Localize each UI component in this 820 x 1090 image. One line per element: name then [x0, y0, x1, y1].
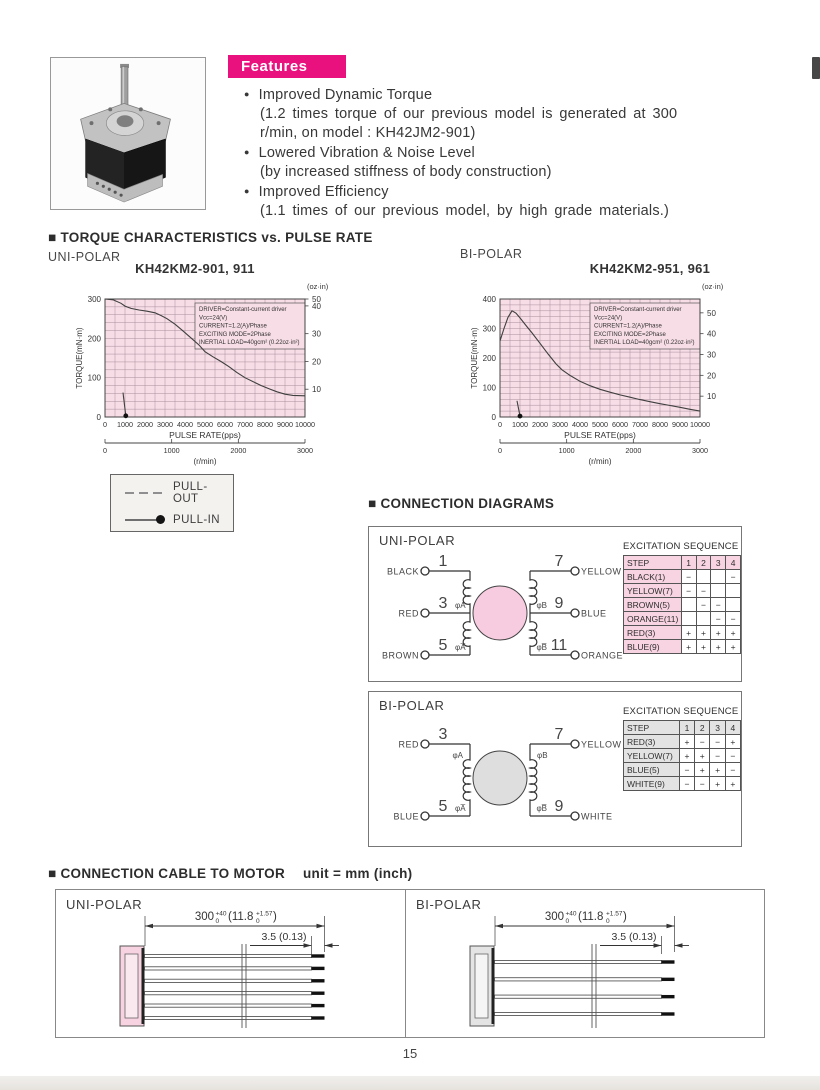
excitation-table-title: EXCITATION SEQUENCE — [623, 706, 739, 717]
y-tick-label: 200 — [87, 334, 101, 344]
features-header-label: Features — [241, 58, 308, 75]
y2-tick-label: 50 — [312, 295, 321, 304]
excitation-row — [624, 749, 741, 763]
wire-stripped-tip — [312, 1016, 325, 1019]
x-tick-label: 5000 — [197, 420, 213, 429]
y2-tick-label: 30 — [312, 329, 321, 339]
terminal-circle — [421, 740, 429, 748]
phase-label: φB̅ — [536, 804, 547, 813]
uni-polar-winding-diagram — [375, 555, 625, 679]
terminal-number: 9 — [554, 798, 564, 815]
excitation-header-cell: 1 — [679, 721, 694, 735]
wire-stripped-tip — [312, 1004, 325, 1007]
dim-mm-value: 300 — [194, 911, 214, 923]
excitation-step-cell: + — [681, 626, 696, 640]
excitation-wire-label: WHITE(9) — [624, 777, 680, 791]
terminal-number: 9 — [554, 595, 564, 612]
wire-stripped-tip — [662, 1012, 675, 1015]
feature-item-detail: (1.1 times of our previous model, by high grade materials.) — [260, 203, 670, 219]
wire-color-label: BLUE — [393, 811, 419, 822]
x-tick-label: 10000 — [690, 420, 710, 429]
excitation-step-cell: + — [679, 735, 694, 749]
x2-tick-label: 0 — [103, 446, 107, 455]
y2-tick-label: 20 — [312, 357, 321, 367]
bullet-icon: ● — [244, 147, 250, 157]
excitation-wire-label: ORANGE(11) — [624, 612, 682, 626]
y-tick-label: 0 — [491, 413, 496, 422]
excitation-table-grid — [623, 555, 741, 654]
terminal-circle — [571, 812, 579, 820]
wire-stripped-tip — [312, 954, 325, 957]
cable-connector-inner — [475, 954, 488, 1018]
x-tick-label: 7000 — [237, 420, 253, 429]
feature-item-title: ● Lowered Vibration & Noise Level — [244, 145, 475, 161]
rotor-circle — [473, 586, 527, 640]
bi-polar-panel-label: BI-POLAR — [379, 698, 445, 713]
x2-tick-label: 1000 — [163, 446, 180, 455]
excitation-header-cell: STEP — [624, 721, 680, 735]
feature-item-detail: (by increased stiffness of body construction) — [260, 164, 552, 180]
excitation-table-title: EXCITATION SEQUENCE — [623, 541, 739, 552]
excitation-step-cell: − — [681, 570, 696, 584]
chart-annotation: Vcc=24(V) — [199, 315, 228, 322]
excitation-step-cell: + — [710, 763, 725, 777]
excitation-step-cell: − — [710, 749, 725, 763]
excitation-step-cell: − — [726, 570, 741, 584]
excitation-wire-label: YELLOW(7) — [624, 584, 682, 598]
terminal-number: 7 — [554, 726, 564, 743]
dim-mm-tol-upper: +40 — [565, 910, 577, 918]
bi-polar-chart-label: BI-POLAR — [460, 247, 523, 261]
excitation-wire-label: YELLOW(7) — [624, 749, 680, 763]
motor-photo — [50, 57, 206, 210]
wire-color-label: WHITE — [581, 811, 613, 822]
terminal-number: 3 — [438, 726, 448, 743]
dimension-arrowhead — [317, 924, 325, 929]
features-header — [228, 55, 346, 78]
wire-stripped-tip — [662, 995, 675, 998]
x-tick-label: 3000 — [157, 420, 173, 429]
excitation-row — [624, 570, 741, 584]
terminal-circle — [571, 740, 579, 748]
chart-annotation: DRIVER=Constant-current driver — [594, 307, 682, 313]
y2-axis-title: (oz·in) — [702, 282, 724, 291]
excitation-row — [624, 598, 741, 612]
x2-axis-title: (r/min) — [193, 457, 217, 466]
uni-cable-label: UNI-POLAR — [66, 897, 143, 912]
pull-out-label: PULL-OUT — [172, 480, 208, 505]
terminal-number: 5 — [438, 798, 448, 815]
wire-color-label: RED — [398, 739, 419, 750]
cable-connector-inner — [125, 954, 138, 1018]
y2-axis-title: (oz·in) — [307, 282, 329, 291]
dim-inch-value: (11.8 — [228, 911, 254, 923]
excitation-step-cell — [681, 598, 696, 612]
excitation-step-cell: − — [726, 612, 741, 626]
x2-tick-label: 3000 — [692, 446, 708, 455]
feature-item-detail: r/min, on model : KH42JM2-901) — [260, 125, 476, 141]
phase-label: φA̅ — [455, 643, 466, 652]
dim-inch-tol-lower: 0 — [606, 918, 610, 925]
wire-color-label: YELLOW — [581, 739, 622, 750]
wire-color-label: YELLOW — [581, 566, 622, 577]
dim-inch-close: ) — [273, 911, 277, 923]
x-tick-label: 1000 — [512, 420, 528, 429]
phase-label: φA — [452, 751, 463, 760]
excitation-step-cell: − — [679, 763, 694, 777]
x-axis-title: PULSE RATE(pps) — [169, 430, 241, 440]
chart-annotation: Vcc=24(V) — [594, 315, 623, 322]
excitation-step-cell: + — [695, 749, 710, 763]
wire-color-label: BLUE — [581, 608, 607, 619]
chart-title-bi: KH42KM2-951, 961 — [589, 261, 711, 276]
terminal-circle — [421, 567, 429, 575]
y2-tick-label: 40 — [312, 301, 321, 311]
wire — [145, 967, 312, 970]
excitation-step-cell — [726, 584, 741, 598]
excitation-header-cell: 4 — [726, 556, 741, 570]
excitation-header-cell: STEP — [624, 556, 682, 570]
x2-tick-label: 2000 — [230, 446, 247, 455]
y2-tick-label: 10 — [707, 392, 716, 402]
dim-mm-tol-lower: 0 — [215, 918, 220, 925]
x-tick-label: 1000 — [117, 420, 133, 429]
wire-stripped-tip — [312, 992, 325, 995]
uni-excitation-table — [623, 541, 741, 654]
wire-stripped-tip — [312, 967, 325, 970]
x-tick-label: 6000 — [612, 420, 628, 429]
x-tick-label: 3000 — [552, 420, 568, 429]
excitation-step-cell — [681, 612, 696, 626]
excitation-step-cell: − — [711, 598, 726, 612]
terminal-circle — [421, 651, 429, 659]
uni-polar-connection-panel — [368, 526, 742, 682]
x-tick-label: 6000 — [217, 420, 233, 429]
chart-annotation: EXCITING MODE=2Phase — [199, 331, 271, 338]
excitation-step-cell: − — [725, 763, 740, 777]
x-tick-label: 8000 — [652, 420, 668, 429]
chart-annotation: CURRENT=1.2(A)/Phase — [199, 323, 267, 330]
scan-artifact — [812, 57, 820, 79]
x-tick-label: 2000 — [532, 420, 548, 429]
pull-in-line-sample — [125, 519, 163, 521]
dimension-arrowhead — [675, 943, 683, 948]
feature-item-detail: (1.2 times torque of our previous model is generated at 300 — [260, 106, 678, 122]
wire — [495, 995, 662, 998]
connection-section-heading: ■ CONNECTION DIAGRAMS — [368, 496, 555, 511]
dim-mm-tol-lower: 0 — [565, 918, 570, 925]
chart-title-uni: KH42KM2-901, 911 — [135, 261, 255, 276]
pull-in-dot — [123, 413, 128, 418]
excitation-step-cell — [726, 598, 741, 612]
y-axis-title: TORQUE(mN·m) — [75, 327, 84, 389]
pull-in-label: PULL-IN — [173, 513, 220, 526]
y-tick-label: 0 — [96, 413, 101, 422]
excitation-step-cell: − — [695, 735, 710, 749]
page-edge-shadow — [0, 1076, 820, 1090]
features-list — [244, 85, 809, 221]
terminal-number: 3 — [438, 595, 448, 612]
wire — [145, 954, 312, 957]
uni-polar-chart-label: UNI-POLAR — [48, 250, 121, 264]
excitation-step-cell — [696, 612, 711, 626]
y-tick-label: 100 — [87, 373, 101, 383]
dim-mm-value: 300 — [544, 911, 564, 923]
excitation-step-cell: − — [725, 749, 740, 763]
excitation-step-cell: + — [695, 763, 710, 777]
excitation-step-cell: + — [725, 777, 740, 791]
chart-annotation: DRIVER=Constant-current driver — [199, 307, 287, 313]
x2-tick-label: 0 — [498, 446, 502, 455]
y-tick-label: 300 — [482, 324, 496, 334]
excitation-step-cell: − — [679, 777, 694, 791]
excitation-header-cell: 3 — [710, 721, 725, 735]
motor-photo-drawing — [51, 58, 205, 209]
wire — [145, 1016, 312, 1019]
excitation-wire-label: RED(3) — [624, 735, 680, 749]
excitation-row — [624, 735, 741, 749]
phase-label: φA — [455, 601, 466, 610]
dimension-arrowhead — [495, 924, 503, 929]
cable-heading-text: ■ CONNECTION CABLE TO MOTOR — [48, 866, 286, 881]
excitation-header-cell: 2 — [696, 556, 711, 570]
wire-color-label: BLACK — [386, 566, 419, 577]
excitation-wire-label: BLACK(1) — [624, 570, 682, 584]
x2-tick-label: 2000 — [625, 446, 642, 455]
excitation-header-cell: 2 — [695, 721, 710, 735]
bi-cable-drawing — [406, 890, 756, 1037]
wire-color-label: RED — [398, 608, 419, 619]
rotor-circle — [473, 751, 527, 805]
uni-polar-panel-label: UNI-POLAR — [379, 533, 456, 548]
bullet-icon: ● — [244, 89, 250, 99]
y-tick-label: 300 — [87, 295, 101, 304]
x2-tick-label: 1000 — [558, 446, 575, 455]
excitation-row — [624, 584, 741, 598]
dimension-arrowhead — [667, 924, 675, 929]
excitation-wire-label: BROWN(5) — [624, 598, 682, 612]
y2-tick-label: 40 — [707, 329, 716, 339]
wire-stripped-tip — [662, 960, 675, 963]
terminal-number: 1 — [438, 555, 448, 570]
excitation-row — [624, 763, 741, 777]
excitation-step-cell: + — [726, 626, 741, 640]
excitation-step-cell — [696, 570, 711, 584]
dimension-arrowhead — [654, 943, 662, 948]
terminal-circle — [571, 609, 579, 617]
terminal-number: 11 — [550, 637, 568, 654]
chart-annotation: EXCITING MODE=2Phase — [594, 331, 666, 338]
dim-inch-tol-lower: 0 — [256, 918, 260, 925]
connector-edge — [142, 948, 145, 1024]
torque-chart-uni — [73, 277, 403, 473]
bi-cable-label: BI-POLAR — [416, 897, 482, 912]
y2-tick-label: 20 — [707, 371, 716, 381]
wire-color-label: BROWN — [382, 650, 419, 661]
phase-label: φB — [537, 751, 548, 760]
x-tick-label: 4000 — [572, 420, 588, 429]
x-tick-label: 9000 — [672, 420, 688, 429]
excitation-step-cell: + — [725, 735, 740, 749]
excitation-step-cell: − — [711, 612, 726, 626]
terminal-circle — [571, 567, 579, 575]
excitation-step-cell: + — [711, 640, 726, 654]
chart-annotation: CURRENT=1.2(A)/Phase — [594, 323, 662, 330]
terminal-circle — [421, 812, 429, 820]
chart-annotation: INERTIAL LOAD=40gcm² (0.22oz·in²) — [199, 340, 300, 347]
excitation-step-cell: − — [681, 584, 696, 598]
excitation-step-cell: − — [696, 584, 711, 598]
terminal-circle — [421, 609, 429, 617]
y-tick-label: 400 — [482, 295, 496, 304]
torque-section-heading: ■ TORQUE CHARACTERISTICS vs. PULSE RATE — [48, 230, 373, 245]
connector-edge — [492, 948, 495, 1024]
dimension-arrowhead — [145, 924, 153, 929]
y2-tick-label: 30 — [707, 350, 716, 360]
cable-section-heading — [48, 866, 412, 881]
excitation-header-cell: 3 — [711, 556, 726, 570]
excitation-step-cell: − — [696, 598, 711, 612]
wire — [145, 979, 312, 982]
excitation-row — [624, 640, 741, 654]
phase-label: φB — [536, 601, 547, 610]
x2-tick-label: 3000 — [297, 446, 313, 455]
x-tick-label: 2000 — [137, 420, 153, 429]
excitation-step-cell — [711, 584, 726, 598]
excitation-step-cell: + — [681, 640, 696, 654]
bullet-icon: ● — [244, 186, 250, 196]
dimension-arrowhead — [304, 943, 312, 948]
excitation-step-cell: − — [710, 735, 725, 749]
dim-mm-tol-upper: +40 — [215, 910, 227, 918]
excitation-wire-label: BLUE(9) — [624, 640, 682, 654]
wire — [145, 992, 312, 995]
wire — [145, 1004, 312, 1007]
pull-out-line-sample — [125, 492, 163, 494]
excitation-row — [624, 777, 741, 791]
chart-annotation: INERTIAL LOAD=40gcm² (0.22oz·in²) — [594, 340, 695, 347]
cable-panels — [55, 889, 765, 1038]
dim-tip-value: 3.5 (0.13) — [261, 931, 307, 943]
y2-tick-label: 10 — [312, 385, 321, 395]
wire-stripped-tip — [662, 978, 675, 981]
dim-inch-value: (11.8 — [578, 911, 604, 923]
excitation-step-cell: + — [679, 749, 694, 763]
wire-stripped-tip — [312, 979, 325, 982]
x-axis-title: PULSE RATE(pps) — [564, 430, 636, 440]
page-number: 15 — [402, 1046, 418, 1061]
x-tick-label: 8000 — [257, 420, 273, 429]
excitation-step-cell: + — [696, 640, 711, 654]
x-tick-label: 9000 — [277, 420, 293, 429]
x-tick-label: 4000 — [177, 420, 193, 429]
pull-in-dot — [518, 414, 523, 419]
excitation-row — [624, 612, 741, 626]
excitation-table-grid — [623, 720, 741, 791]
pull-in-dot-icon — [156, 515, 165, 524]
wire — [495, 960, 662, 963]
bi-polar-connection-panel — [368, 691, 742, 847]
terminal-circle — [571, 651, 579, 659]
dim-inch-close: ) — [623, 911, 627, 923]
dim-inch-tol-upper: +1.57 — [606, 910, 623, 918]
excitation-step-cell: + — [711, 626, 726, 640]
excitation-step-cell: + — [710, 777, 725, 791]
y-tick-label: 200 — [482, 354, 496, 363]
y-axis-title: TORQUE(mN·m) — [470, 327, 479, 389]
wire — [495, 978, 662, 981]
feature-item-title: ● Improved Dynamic Torque — [244, 87, 433, 103]
wire-color-label: ORANGE — [581, 650, 624, 661]
y2-tick-label: 50 — [707, 308, 716, 318]
feature-item-title: ● Improved Efficiency — [244, 184, 389, 200]
bi-polar-winding-diagram — [375, 720, 625, 844]
x-tick-label: 10000 — [295, 420, 315, 429]
phase-label: φB̅ — [536, 643, 547, 652]
pull-legend — [110, 474, 234, 532]
x-tick-label: 0 — [103, 420, 107, 429]
x-tick-label: 5000 — [592, 420, 608, 429]
x-tick-label: 7000 — [632, 420, 648, 429]
x-tick-label: 0 — [498, 420, 502, 429]
excitation-header-cell: 1 — [681, 556, 696, 570]
excitation-step-cell — [711, 570, 726, 584]
terminal-number: 5 — [438, 637, 448, 654]
phase-label: φA̅ — [455, 804, 466, 813]
excitation-wire-label: RED(3) — [624, 626, 682, 640]
terminal-number: 7 — [554, 555, 564, 570]
torque-chart-bi — [468, 277, 798, 473]
excitation-row — [624, 626, 741, 640]
dim-tip-value: 3.5 (0.13) — [611, 931, 657, 943]
dim-inch-tol-upper: +1.57 — [256, 910, 273, 918]
excitation-step-cell: + — [726, 640, 741, 654]
excitation-header-cell: 4 — [725, 721, 740, 735]
wire — [495, 1012, 662, 1015]
motor-shaft — [121, 67, 128, 108]
excitation-wire-label: BLUE(5) — [624, 763, 680, 777]
cable-panel-divider — [405, 890, 406, 1037]
excitation-step-cell: − — [695, 777, 710, 791]
bi-excitation-table — [623, 706, 741, 791]
uni-cable-drawing — [56, 890, 406, 1037]
dimension-arrowhead — [325, 943, 333, 948]
x2-axis-title: (r/min) — [588, 457, 612, 466]
y-tick-label: 100 — [482, 383, 496, 393]
cable-unit-text: unit = mm (inch) — [303, 866, 413, 881]
excitation-step-cell: + — [696, 626, 711, 640]
